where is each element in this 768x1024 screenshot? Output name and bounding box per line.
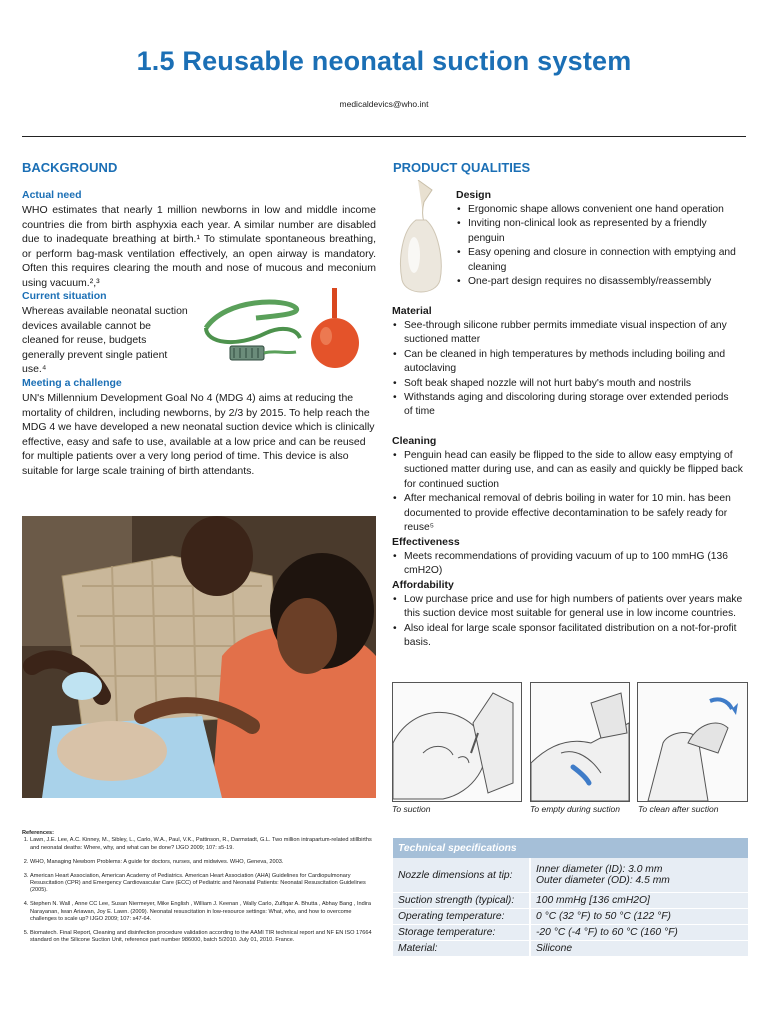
spec-label: Storage temperature:: [393, 925, 530, 941]
design-section: [456, 189, 746, 289]
caption-suction: To suction: [392, 804, 431, 814]
affordability-list: [392, 593, 746, 651]
current-situation-section: [22, 290, 190, 377]
list-item: • See-through silicone rubber permits immediate visual inspection of any suctioned matter: [392, 319, 732, 348]
reference-item: 1. Lawn, J.E. Lee, A.C. Kinney, M., Sibley, L., Carlo, W.A., Paul, V.K., Pattinson, R., Darmstadt, G.L. Two million intrapartum-related stillbirths and neonatal deaths: Where, why, and what can be done? IJGO 2009; 107: s5-19.: [30, 837, 374, 852]
table-row: [393, 858, 748, 893]
current-situation-text: Whereas available neonatal suction devices available cannot be cleaned for reuse, budgets generally prevent single patient use.⁴: [22, 305, 188, 376]
clean-illustration: [637, 682, 748, 802]
list-item: • Meets recommendations of providing vacuum of up to 100 mmHG (136 cmH2O): [392, 550, 744, 579]
list-item: • Can be cleaned in high temperatures by methods including boiling and autoclaving: [392, 348, 732, 377]
spec-label: Suction strength (typical):: [393, 893, 530, 909]
disposable-suction-tube-image: [196, 288, 306, 370]
reference-item: 3. American Heart Association, American Academy of Pediatrics. American Heart Association (AHA) Guidelines for Cardiopulmonary Resuscitation (CPR) and Emergency Cardiovascular Care (ECC) of Pediatric and Neonatal Patients: Neonatal Resuscitation Guidelines (2005).: [30, 873, 374, 895]
spec-value: [530, 858, 748, 893]
list-item: • Low purchase price and use for high numbers of patients over years make this suction device most suitable for general use in low income countries.: [392, 593, 746, 622]
spec-value: 100 mmHg [136 cmH2O]: [530, 893, 748, 909]
contact-email[interactable]: medicaldevics@who.int: [339, 99, 429, 109]
spec-value: Silicone: [530, 941, 748, 957]
references: [22, 830, 374, 951]
meeting-challenge-heading: Meeting a challenge: [22, 377, 122, 389]
product-qualities-heading: PRODUCT QUALITIES: [393, 160, 531, 175]
reference-item: 4. Stephen N. Wall , Anne CC Lee, Susan Niermeyer, Mike English , William J. Keenan , Wally Carlo, Zulfiqar A. Bhutta , Abhay Bang , Indira Narayanan, Iwan Ariawan, Joy E. Lawn. (2009). Neonatal resuscitation in low-resource settings: What, who, and how to overcome challenges to scale up? IJGO 2009; 107: s47-64.: [30, 901, 374, 923]
list-item: • Also ideal for large scale sponsor facilitated distribution on a not-for-profit basis.: [392, 622, 746, 651]
spec-label: Material:: [393, 941, 530, 957]
list-item: • Easy opening and closure in connection with emptying and cleaning: [456, 246, 746, 275]
material-section: [392, 305, 732, 420]
caption-empty: To empty during suction: [530, 804, 620, 814]
design-list: [456, 203, 746, 289]
spec-value-line: Inner diameter (ID): 3.0 mm: [536, 864, 663, 875]
reference-item: 2. WHO, Managing Newborn Problems: A guide for doctors, nurses, and midwives. WHO, Geneva, 2003.: [30, 859, 374, 866]
technical-specifications-table: [393, 838, 748, 957]
actual-need-section: [22, 189, 376, 291]
background-heading: BACKGROUND: [22, 160, 118, 175]
reference-item: 5. Biomatech. Final Report, Cleaning and disinfection procedure validation according to the AAMI TIR technical report and NF EN ISO 17664 standard on the Silicone Suction Unit, reference part number 986000, batch 5/2010. July 01, 2010. France.: [30, 930, 374, 945]
meeting-challenge-section: [22, 377, 376, 479]
affordability-heading: Affordability: [392, 579, 454, 591]
suction-illustration: [392, 682, 522, 802]
rubber-bulb-syringe-image: [306, 288, 364, 370]
material-heading: Material: [392, 305, 432, 317]
list-item: • Inviting non-clinical look as represented by a friendly penguin: [456, 217, 746, 246]
header-divider: [22, 136, 746, 137]
cleaning-section: [392, 435, 744, 535]
actual-need-heading: Actual need: [22, 189, 82, 201]
list-item: • Ergonomic shape allows convenient one hand operation: [456, 203, 746, 217]
table-row: [393, 893, 748, 909]
spec-heading: Technical specifications: [393, 838, 748, 858]
affordability-section: [392, 579, 746, 651]
design-heading: Design: [456, 189, 492, 201]
penguin-suction-device-image: [398, 180, 444, 298]
list-item: • Withstands aging and discoloring during storage over extended periods of time: [392, 391, 732, 420]
page-title: 1.5 Reusable neonatal suction system: [136, 46, 632, 76]
effectiveness-section: [392, 536, 744, 579]
cleaning-list: [392, 449, 744, 535]
spec-value: 0 °C (32 °F) to 50 °C (122 °F): [530, 909, 748, 925]
list-item: • One-part design requires no disassembly/reassembly: [456, 275, 746, 289]
empty-illustration: [530, 682, 630, 802]
current-situation-heading: Current situation: [22, 290, 107, 302]
table-row: [393, 941, 748, 957]
table-row: [393, 925, 748, 941]
table-row: [393, 909, 748, 925]
list-item: • After mechanical removal of debris boiling in water for 10 min. has been documented to provide effective decontamination to be safely ready for reuse⁵: [392, 492, 744, 535]
meeting-challenge-text: UN's Millennium Development Goal No 4 (MDG 4) aims at reducing the mortality of children, including newborns, by 2/3 by 2015. To help reach the MDG 4 we have developed a new neonatal suction device which is clinically effective, easy and safe to use, available at a low price and can be reused for multiple patients over a very long period of time. This device is also suitable for large scale training of birth attendants.: [22, 392, 375, 477]
cleaning-heading: Cleaning: [392, 435, 437, 447]
spec-label: Nozzle dimensions at tip:: [393, 858, 530, 893]
actual-need-text: WHO estimates that nearly 1 million newborns in low and middle income countries die from birth asphyxia each year. A similar number are disabled due to inadequate breathing at birth.¹ To stimulate spontaneous breathing, or perform bag-mask ventilation effectively, an open airway is mandatory. Often this requires clearing the mouth and nose of mucous and meconium using vacuum.²,³: [22, 204, 376, 289]
spec-label: Operating temperature:: [393, 909, 530, 925]
list-item: • Penguin head can easily be flipped to the side to allow easy emptying of suctioned matter during use, and can as easily and quickly be flipped back for continued suction: [392, 449, 744, 492]
training-photo: [22, 516, 376, 798]
effectiveness-list: [392, 550, 744, 579]
spec-value-line: Outer diameter (OD): 4.5 mm: [536, 875, 670, 886]
material-list: [392, 319, 732, 420]
spec-value: -20 °C (-4 °F) to 60 °C (160 °F): [530, 925, 748, 941]
list-item: • Soft beak shaped nozzle will not hurt baby's mouth and nostrils: [392, 377, 732, 391]
references-heading: References:: [22, 830, 55, 836]
effectiveness-heading: Effectiveness: [392, 536, 460, 548]
caption-clean: To clean after suction: [638, 804, 719, 814]
